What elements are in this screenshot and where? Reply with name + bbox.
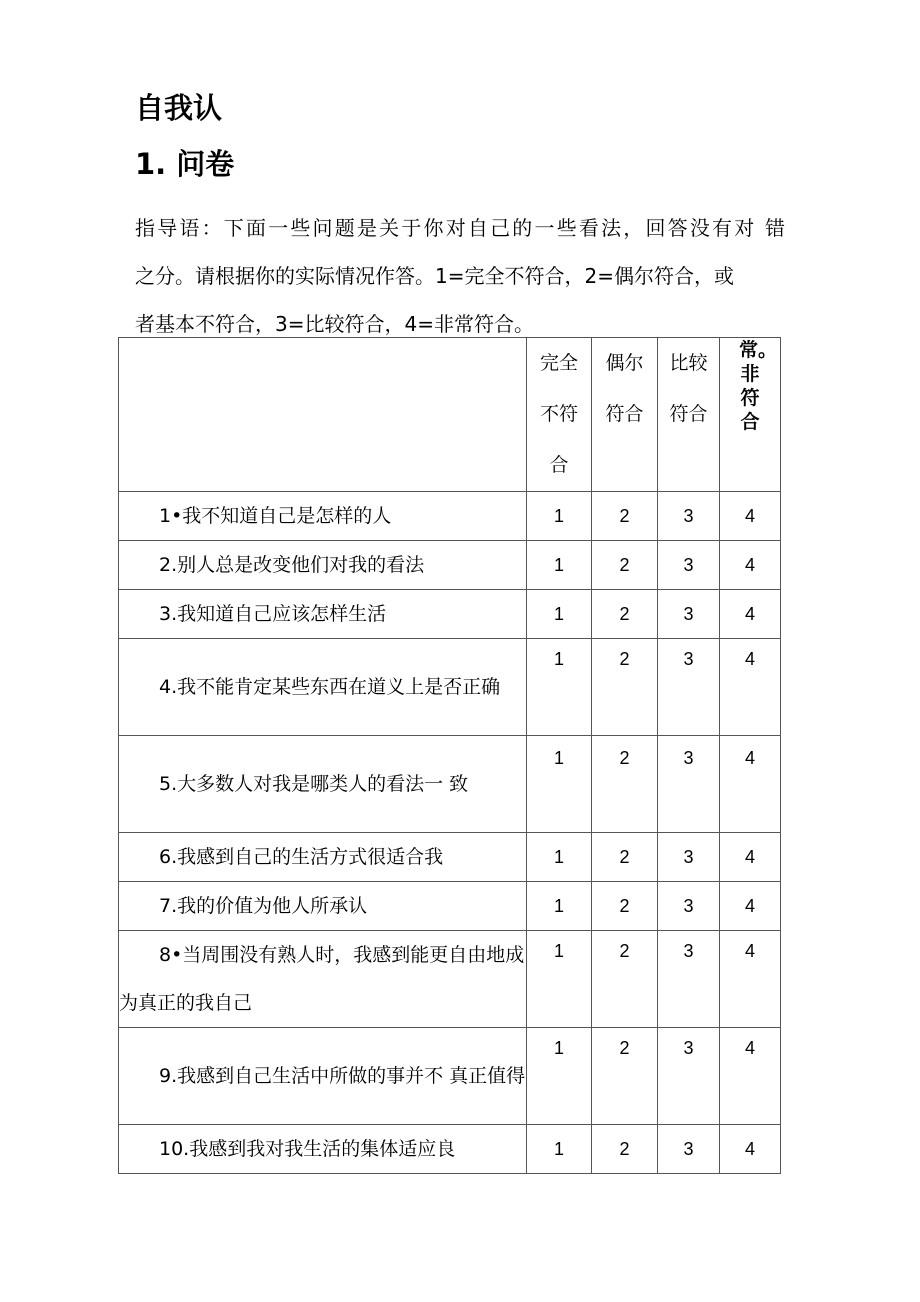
instructions-paragraph <box>135 204 785 348</box>
score-cell[interactable]: 2 <box>592 639 658 736</box>
score-cell[interactable]: 2 <box>592 541 658 590</box>
instructions-line: 之分。请根据你的实际情况作答。1=完全不符合，2=偶尔符合，或 <box>135 264 734 288</box>
score-cell[interactable]: 1 <box>527 833 592 882</box>
table-row <box>119 833 781 882</box>
table-row <box>119 492 781 541</box>
table-row <box>119 1028 781 1125</box>
question-text: 3.我知道自己应该怎样生活 <box>159 603 387 625</box>
score-cell[interactable]: 4 <box>720 833 781 882</box>
score-cell[interactable]: 1 <box>527 1125 592 1174</box>
question-text: 2.别人总是改变他们对我的看法 <box>159 554 425 576</box>
score-cell[interactable]: 3 <box>658 1125 720 1174</box>
score-cell[interactable]: 2 <box>592 1028 658 1125</box>
score-cell[interactable]: 1 <box>527 1028 592 1125</box>
score-cell[interactable]: 1 <box>527 492 592 541</box>
score-cell[interactable]: 2 <box>592 492 658 541</box>
score-cell[interactable]: 3 <box>658 882 720 931</box>
score-cell[interactable]: 3 <box>658 639 720 736</box>
score-cell[interactable]: 3 <box>658 736 720 833</box>
score-cell[interactable]: 1 <box>527 541 592 590</box>
score-cell[interactable]: 4 <box>720 1028 781 1125</box>
score-cell[interactable]: 1 <box>527 639 592 736</box>
header-option-2-label: 偶尔符合 <box>605 352 644 425</box>
score-cell[interactable]: 2 <box>592 833 658 882</box>
question-item <box>119 639 527 736</box>
question-text: 7.我的价值为他人所承认 <box>159 895 368 917</box>
question-text: 10.我感到我对我生活的集体适应良 <box>159 1138 456 1160</box>
score-cell[interactable]: 4 <box>720 1125 781 1174</box>
score-cell[interactable]: 1 <box>527 736 592 833</box>
table-row <box>119 736 781 833</box>
table-row <box>119 882 781 931</box>
score-cell[interactable]: 4 <box>720 736 781 833</box>
score-cell[interactable]: 4 <box>720 639 781 736</box>
table-header-row <box>119 338 781 492</box>
score-cell[interactable]: 1 <box>527 590 592 639</box>
score-cell[interactable]: 1 <box>527 931 592 1028</box>
header-item-column <box>119 338 527 492</box>
header-option-1 <box>527 338 592 492</box>
score-cell[interactable]: 3 <box>658 541 720 590</box>
question-item <box>119 541 527 590</box>
question-text: 5.大多数人对我是哪类人的看法一 致 <box>159 773 469 795</box>
section-heading: 1. 问卷 <box>135 147 235 181</box>
question-item <box>119 1028 527 1125</box>
table-row <box>119 541 781 590</box>
question-item <box>119 492 527 541</box>
questionnaire-table <box>118 337 781 1174</box>
score-cell[interactable]: 3 <box>658 931 720 1028</box>
question-text: 9.我感到自己生活中所做的事并不 真正值得 <box>159 1065 526 1087</box>
score-cell[interactable]: 3 <box>658 833 720 882</box>
question-text: 8•当周围没有熟人时，我感到能更自由地成为真正的我自己 <box>119 944 525 1014</box>
question-item <box>119 931 527 1028</box>
score-cell[interactable]: 2 <box>592 1125 658 1174</box>
instructions-line: 者基本不符合，3=比较符合，4=非常符合。 <box>135 312 534 336</box>
header-option-3 <box>658 338 720 492</box>
table-row <box>119 639 781 736</box>
table-row <box>119 1125 781 1174</box>
question-item <box>119 833 527 882</box>
question-text: 1•我不知道自己是怎样的人 <box>159 505 392 527</box>
score-cell[interactable]: 1 <box>527 882 592 931</box>
document-title: 自我认 <box>135 91 223 125</box>
score-cell[interactable]: 4 <box>720 590 781 639</box>
score-cell[interactable]: 3 <box>658 1028 720 1125</box>
score-cell[interactable]: 3 <box>658 492 720 541</box>
score-cell[interactable]: 3 <box>658 590 720 639</box>
instructions-line: 指导语：下面一些问题是关于你对自己的一些看法，回答没有对 错 <box>135 216 785 240</box>
score-cell[interactable]: 4 <box>720 882 781 931</box>
header-option-4-label: 常。非符合 <box>739 339 778 433</box>
question-item <box>119 736 527 833</box>
table-row <box>119 590 781 639</box>
question-text: 6.我感到自己的生活方式很适合我 <box>159 846 444 868</box>
question-item <box>119 882 527 931</box>
table-row <box>119 931 781 1028</box>
question-text: 4.我不能肯定某些东西在道义上是否正确 <box>159 676 501 698</box>
score-cell[interactable]: 4 <box>720 931 781 1028</box>
header-option-1-label: 完全不符合 <box>539 352 578 476</box>
score-cell[interactable]: 2 <box>592 931 658 1028</box>
score-cell[interactable]: 2 <box>592 882 658 931</box>
question-item <box>119 590 527 639</box>
question-item <box>119 1125 527 1174</box>
score-cell[interactable]: 2 <box>592 736 658 833</box>
score-cell[interactable]: 4 <box>720 541 781 590</box>
score-cell[interactable]: 2 <box>592 590 658 639</box>
score-cell[interactable]: 4 <box>720 492 781 541</box>
header-option-2 <box>592 338 658 492</box>
header-option-4 <box>720 338 781 492</box>
header-option-3-label: 比较符合 <box>669 352 708 425</box>
